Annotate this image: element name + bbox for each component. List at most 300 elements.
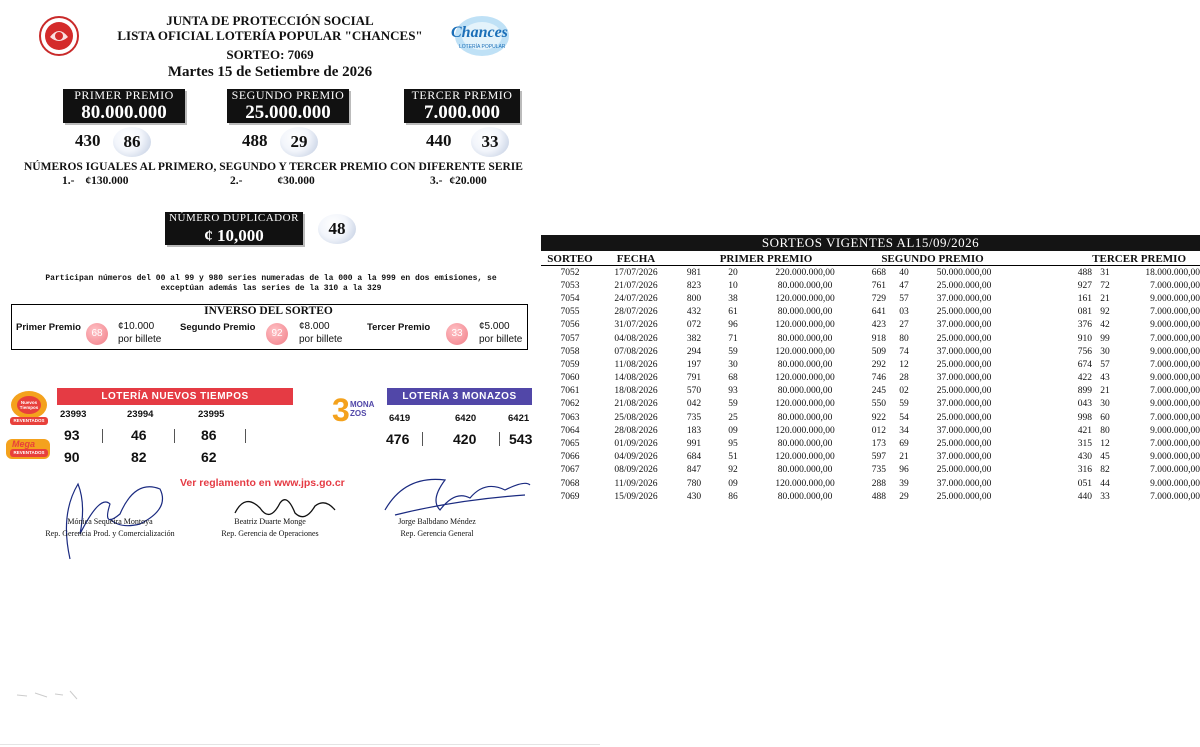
table-row bbox=[541, 437, 1200, 450]
iguales-amount: ¢130.000 bbox=[85, 175, 129, 187]
prize-amount: 25.000.000 bbox=[245, 102, 331, 123]
nt-row2-value-1: 90 bbox=[64, 449, 80, 465]
prize-box-second bbox=[227, 89, 349, 123]
cell-primer-serie: 09 bbox=[728, 478, 738, 489]
list-title: LISTA OFICIAL LOTERÍA POPULAR "CHANCES" bbox=[117, 28, 423, 43]
cell-segundo-numero: 918 bbox=[871, 333, 886, 344]
cell-segundo-monto: 37.000.000,00 bbox=[936, 373, 992, 384]
cell-fecha: 07/08/2026 bbox=[614, 346, 658, 357]
mz-value-2: 420 bbox=[453, 431, 477, 447]
cell-tercer-monto: 7.000.000,00 bbox=[1150, 307, 1200, 318]
cell-primer-serie: 96 bbox=[728, 320, 738, 331]
cell-tercer-numero: 316 bbox=[1077, 465, 1092, 476]
cell-fecha: 25/08/2026 bbox=[614, 412, 658, 423]
cell-tercer-monto: 9.000.000,00 bbox=[1150, 452, 1200, 463]
signature-1-role: Rep. Gerencia Prod. y Comercialización bbox=[45, 529, 175, 538]
cell-sorteo: 7062 bbox=[560, 399, 580, 410]
cell-segundo-serie: 28 bbox=[899, 373, 909, 384]
iguales-title: NÚMEROS IGUALES AL PRIMERO, SEGUNDO Y TERCER PREMIO CON DIFERENTE SERIE bbox=[24, 161, 523, 173]
cell-tercer-numero: 043 bbox=[1077, 399, 1092, 410]
signature-2-role: Rep. Gerencia de Operaciones bbox=[221, 529, 319, 538]
cell-primer-monto: 80.000.000,00 bbox=[777, 412, 833, 423]
cell-primer-numero: 847 bbox=[686, 465, 702, 476]
table-row bbox=[541, 385, 1200, 398]
cell-segundo-monto: 25.000.000,00 bbox=[936, 465, 992, 476]
mz-value-1: 476 bbox=[386, 431, 410, 447]
signature-3-role: Rep. Gerencia General bbox=[400, 529, 474, 538]
second-prize-serie: 29 bbox=[280, 127, 318, 157]
signature-2-name: Beatriz Duarte Monge bbox=[234, 517, 306, 526]
scan-bottom-line bbox=[0, 744, 600, 745]
cell-sorteo: 7066 bbox=[560, 452, 580, 463]
table-row bbox=[541, 345, 1200, 358]
inverso-unit-2: por billete bbox=[299, 334, 343, 345]
inverso-label-1: Primer Premio bbox=[16, 322, 81, 333]
cell-primer-monto: 120.000.000,00 bbox=[775, 320, 835, 331]
nt-row2-value-2: 82 bbox=[131, 449, 147, 465]
cell-tercer-numero: 440 bbox=[1077, 491, 1092, 502]
cell-primer-serie: 59 bbox=[728, 399, 738, 410]
cell-segundo-numero: 488 bbox=[871, 491, 886, 502]
cell-segundo-monto: 37.000.000,00 bbox=[936, 320, 992, 331]
cell-tercer-monto: 7.000.000,00 bbox=[1150, 412, 1200, 423]
cell-tercer-numero: 674 bbox=[1077, 359, 1092, 370]
cell-primer-monto: 120.000.000,00 bbox=[775, 452, 835, 463]
cell-fecha: 11/08/2026 bbox=[614, 359, 658, 370]
cell-segundo-numero: 173 bbox=[871, 439, 886, 450]
cell-fecha: 31/07/2026 bbox=[614, 320, 658, 331]
cell-fecha: 21/07/2026 bbox=[614, 280, 658, 291]
nt-row1-value-2: 46 bbox=[131, 427, 147, 443]
cell-tercer-serie: 21 bbox=[1100, 386, 1110, 397]
cell-tercer-serie: 57 bbox=[1100, 359, 1110, 370]
cell-primer-numero: 735 bbox=[686, 412, 702, 423]
cell-tercer-serie: 92 bbox=[1100, 307, 1110, 318]
inverso-label-3: Tercer Premio bbox=[367, 322, 431, 333]
mz-divider bbox=[422, 432, 423, 446]
cell-tercer-serie: 82 bbox=[1100, 465, 1110, 476]
cell-primer-monto: 80.000.000,00 bbox=[777, 386, 833, 397]
cell-segundo-numero: 292 bbox=[871, 359, 886, 370]
cell-fecha: 14/08/2026 bbox=[614, 373, 658, 384]
cell-sorteo: 7063 bbox=[560, 412, 580, 423]
nt-row1-value-3: 86 bbox=[201, 427, 217, 443]
cell-segundo-serie: 40 bbox=[899, 267, 909, 278]
nuevos-tiempos-logo bbox=[6, 387, 52, 427]
cell-segundo-monto: 25.000.000,00 bbox=[936, 359, 992, 370]
cell-sorteo: 7068 bbox=[560, 478, 580, 489]
cell-fecha: 04/09/2026 bbox=[614, 452, 658, 463]
inverso-ball-2: 92 bbox=[266, 323, 288, 345]
col-sorteo: SORTEO bbox=[541, 252, 599, 266]
inverso-ball-3: 33 bbox=[446, 323, 468, 345]
cell-segundo-serie: 21 bbox=[899, 452, 909, 463]
second-prize-number: 488 bbox=[242, 131, 268, 150]
mz-sorteo-3: 6421 bbox=[508, 413, 530, 424]
nuevos-tiempos-bar: LOTERÍA NUEVOS TIEMPOS bbox=[57, 388, 293, 405]
monazos-logo bbox=[332, 394, 378, 432]
cell-segundo-serie: 59 bbox=[899, 399, 909, 410]
cell-tercer-numero: 910 bbox=[1077, 333, 1092, 344]
table-row bbox=[541, 477, 1200, 490]
mega-logo-text: Mega bbox=[12, 439, 36, 449]
cell-segundo-monto: 37.000.000,00 bbox=[936, 425, 992, 436]
cell-tercer-numero: 488 bbox=[1077, 267, 1092, 278]
cell-tercer-serie: 72 bbox=[1100, 280, 1110, 291]
cell-segundo-numero: 245 bbox=[871, 386, 886, 397]
cell-primer-serie: 25 bbox=[728, 412, 738, 423]
cell-primer-monto: 80.000.000,00 bbox=[777, 333, 833, 344]
cell-primer-serie: 09 bbox=[728, 425, 738, 436]
inverso-amount-2: ¢8.000 bbox=[299, 321, 330, 332]
cell-primer-numero: 294 bbox=[686, 346, 702, 357]
cell-fecha: 08/09/2026 bbox=[614, 465, 658, 476]
inverso-unit-1: por billete bbox=[118, 334, 162, 345]
chances-logo-text: Chances bbox=[451, 24, 508, 41]
cell-primer-monto: 120.000.000,00 bbox=[775, 373, 835, 384]
cell-primer-monto: 80.000.000,00 bbox=[777, 307, 833, 318]
cell-segundo-monto: 25.000.000,00 bbox=[936, 307, 992, 318]
inverso-title: INVERSO DEL SORTEO bbox=[204, 305, 333, 317]
cell-primer-serie: 20 bbox=[728, 267, 738, 278]
iguales-label: 2.- bbox=[230, 175, 243, 187]
chances-logo bbox=[445, 14, 520, 60]
cell-sorteo: 7065 bbox=[560, 439, 580, 450]
first-prize-number: 430 bbox=[75, 131, 101, 150]
cell-tercer-monto: 7.000.000,00 bbox=[1150, 386, 1200, 397]
table-row bbox=[541, 319, 1200, 332]
cell-fecha: 28/08/2026 bbox=[614, 425, 658, 436]
cell-tercer-monto: 7.000.000,00 bbox=[1150, 359, 1200, 370]
third-prize-number: 440 bbox=[426, 131, 452, 150]
table-row bbox=[541, 490, 1200, 503]
cell-tercer-numero: 430 bbox=[1077, 452, 1092, 463]
cell-segundo-serie: 74 bbox=[899, 346, 909, 357]
cell-primer-numero: 072 bbox=[686, 320, 702, 331]
cell-sorteo: 7067 bbox=[560, 465, 580, 476]
cell-primer-monto: 220.000.000,00 bbox=[775, 267, 835, 278]
vigentes-title: SORTEOS VIGENTES AL15/09/2026 bbox=[541, 235, 1200, 251]
cell-segundo-serie: 47 bbox=[899, 280, 909, 291]
monazos-logo-number: 3 bbox=[332, 392, 350, 428]
cell-fecha: 11/09/2026 bbox=[614, 478, 658, 489]
cell-primer-numero: 991 bbox=[686, 439, 702, 450]
cell-primer-numero: 791 bbox=[686, 373, 702, 384]
vigentes-header-row bbox=[541, 252, 1200, 266]
inverso-ball-1: 68 bbox=[86, 323, 108, 345]
cell-tercer-serie: 21 bbox=[1100, 293, 1110, 304]
cell-tercer-numero: 315 bbox=[1077, 439, 1092, 450]
cell-segundo-monto: 50.000.000,00 bbox=[936, 267, 992, 278]
cell-primer-numero: 981 bbox=[686, 267, 702, 278]
cell-segundo-numero: 735 bbox=[871, 465, 886, 476]
cell-tercer-serie: 30 bbox=[1100, 399, 1110, 410]
cell-primer-serie: 59 bbox=[728, 346, 738, 357]
cell-sorteo: 7059 bbox=[560, 359, 580, 370]
cell-tercer-serie: 42 bbox=[1100, 320, 1110, 331]
table-row bbox=[541, 372, 1200, 385]
nt-row1-value-1: 93 bbox=[64, 427, 80, 443]
prize-amount: 7.000.000 bbox=[424, 102, 500, 123]
cell-segundo-monto: 37.000.000,00 bbox=[936, 478, 992, 489]
inverso-unit-3: por billete bbox=[479, 334, 523, 345]
nt-sorteo-2: 23994 bbox=[127, 409, 154, 420]
cell-tercer-serie: 31 bbox=[1100, 267, 1110, 278]
cell-primer-numero: 042 bbox=[686, 399, 702, 410]
cell-primer-monto: 80.000.000,00 bbox=[777, 280, 833, 291]
cell-segundo-monto: 37.000.000,00 bbox=[936, 293, 992, 304]
prize-title: TERCER PREMIO bbox=[411, 88, 513, 102]
table-row bbox=[541, 358, 1200, 371]
nuevos-tiempos-logo-text: Nuevos Tiempos bbox=[19, 400, 39, 410]
cell-fecha: 28/07/2026 bbox=[614, 307, 658, 318]
duplicador-amount: ¢ 10,000 bbox=[204, 226, 264, 245]
iguales-label: 1.- bbox=[62, 175, 75, 187]
cell-sorteo: 7053 bbox=[560, 280, 580, 291]
cell-segundo-numero: 668 bbox=[871, 267, 886, 278]
cell-fecha: 15/09/2026 bbox=[614, 491, 658, 502]
cell-primer-serie: 68 bbox=[728, 373, 738, 384]
table-row bbox=[541, 306, 1200, 319]
cell-tercer-monto: 7.000.000,00 bbox=[1150, 465, 1200, 476]
iguales-item-2 bbox=[230, 175, 315, 187]
cell-primer-numero: 800 bbox=[686, 293, 702, 304]
cell-primer-serie: 51 bbox=[728, 452, 738, 463]
nt-sorteo-3: 23995 bbox=[198, 409, 225, 420]
cell-primer-numero: 570 bbox=[686, 386, 702, 397]
cell-segundo-serie: 80 bbox=[899, 333, 909, 344]
cell-tercer-monto: 9.000.000,00 bbox=[1150, 478, 1200, 489]
cell-primer-monto: 80.000.000,00 bbox=[777, 359, 833, 370]
cell-tercer-numero: 927 bbox=[1077, 280, 1092, 291]
cell-tercer-monto: 9.000.000,00 bbox=[1150, 320, 1200, 331]
cell-tercer-monto: 9.000.000,00 bbox=[1150, 346, 1200, 357]
cell-tercer-serie: 30 bbox=[1100, 346, 1110, 357]
cell-sorteo: 7061 bbox=[560, 386, 580, 397]
mega-logo-sub: REVENTADOS bbox=[13, 450, 45, 455]
cell-tercer-numero: 422 bbox=[1077, 373, 1092, 384]
cell-segundo-numero: 288 bbox=[871, 478, 886, 489]
cell-tercer-monto: 7.000.000,00 bbox=[1150, 333, 1200, 344]
cell-primer-monto: 80.000.000,00 bbox=[777, 491, 833, 502]
cell-segundo-numero: 922 bbox=[871, 412, 886, 423]
cell-primer-numero: 684 bbox=[686, 452, 702, 463]
cell-primer-numero: 780 bbox=[686, 478, 702, 489]
cell-segundo-numero: 746 bbox=[871, 373, 886, 384]
cell-tercer-monto: 7.000.000,00 bbox=[1150, 491, 1200, 502]
cell-tercer-numero: 376 bbox=[1077, 320, 1092, 331]
nt-divider bbox=[174, 429, 175, 443]
cell-tercer-monto: 9.000.000,00 bbox=[1150, 373, 1200, 384]
cell-fecha: 18/08/2026 bbox=[614, 386, 658, 397]
iguales-amount: ¢30.000 bbox=[277, 175, 315, 187]
mz-divider bbox=[499, 432, 500, 446]
first-prize-serie: 86 bbox=[113, 127, 151, 157]
nt-divider bbox=[245, 429, 246, 443]
cell-tercer-serie: 44 bbox=[1100, 478, 1110, 489]
col-primer-premio: PRIMER PREMIO bbox=[673, 252, 859, 266]
cell-tercer-numero: 051 bbox=[1077, 478, 1092, 489]
cell-tercer-serie: 43 bbox=[1100, 373, 1110, 384]
cell-tercer-monto: 9.000.000,00 bbox=[1150, 399, 1200, 410]
cell-sorteo: 7057 bbox=[560, 333, 580, 344]
nuevos-tiempos-logo-sub: REVENTADOS bbox=[13, 418, 45, 423]
cell-segundo-monto: 25.000.000,00 bbox=[936, 333, 992, 344]
cell-segundo-monto: 37.000.000,00 bbox=[936, 346, 992, 357]
table-row bbox=[541, 424, 1200, 437]
cell-primer-serie: 93 bbox=[728, 386, 738, 397]
prize-box-first bbox=[63, 89, 185, 123]
mega-logo bbox=[4, 435, 52, 463]
cell-tercer-serie: 99 bbox=[1100, 333, 1110, 344]
cell-segundo-numero: 641 bbox=[871, 307, 886, 318]
cell-sorteo: 7052 bbox=[560, 267, 580, 278]
jps-logo bbox=[38, 15, 80, 57]
cell-tercer-monto: 18.000.000,00 bbox=[1145, 267, 1200, 278]
cell-tercer-numero: 998 bbox=[1077, 412, 1092, 423]
cell-sorteo: 7064 bbox=[560, 425, 580, 436]
cell-segundo-serie: 02 bbox=[899, 386, 909, 397]
cell-tercer-serie: 45 bbox=[1100, 452, 1110, 463]
cell-tercer-numero: 899 bbox=[1077, 386, 1092, 397]
cell-fecha: 01/09/2026 bbox=[614, 439, 658, 450]
cell-primer-serie: 38 bbox=[728, 293, 738, 304]
cell-tercer-numero: 161 bbox=[1077, 293, 1092, 304]
participan-text: Participan números del 00 al 99 y 980 series numeradas de la 000 a la 999 en dos emisiones, se exceptúan además las series de la 310 a la 329 bbox=[45, 274, 497, 293]
cell-segundo-serie: 69 bbox=[899, 439, 909, 450]
cell-primer-serie: 61 bbox=[728, 307, 738, 318]
scan-artifact bbox=[15, 685, 95, 705]
prize-box-third bbox=[404, 89, 520, 123]
cell-segundo-numero: 509 bbox=[871, 346, 886, 357]
mz-value-3: 543 bbox=[509, 431, 533, 447]
signature-1-name: Mónica Sequeira Montoya bbox=[67, 517, 153, 526]
cell-segundo-serie: 29 bbox=[899, 491, 909, 502]
cell-segundo-serie: 12 bbox=[899, 359, 909, 370]
cell-segundo-serie: 54 bbox=[899, 412, 909, 423]
iguales-amount: ¢20.000 bbox=[449, 175, 487, 187]
cell-primer-numero: 823 bbox=[686, 280, 702, 291]
cell-tercer-monto: 7.000.000,00 bbox=[1150, 439, 1200, 450]
iguales-label: 3.- bbox=[430, 175, 443, 187]
table-row bbox=[541, 292, 1200, 305]
cell-segundo-numero: 761 bbox=[871, 280, 886, 291]
iguales-item-3 bbox=[430, 175, 487, 187]
inverso-amount-3: ¢5.000 bbox=[479, 321, 510, 332]
duplicador-box bbox=[165, 212, 303, 245]
cell-segundo-numero: 012 bbox=[871, 425, 886, 436]
table-row bbox=[541, 332, 1200, 345]
nt-row2-value-3: 62 bbox=[201, 449, 217, 465]
cell-fecha: 17/07/2026 bbox=[614, 267, 658, 278]
cell-primer-monto: 120.000.000,00 bbox=[775, 399, 835, 410]
cell-segundo-monto: 25.000.000,00 bbox=[936, 491, 992, 502]
prize-amount: 80.000.000 bbox=[81, 102, 167, 123]
cell-primer-serie: 10 bbox=[728, 280, 738, 291]
cell-segundo-serie: 27 bbox=[899, 320, 909, 331]
prize-title: PRIMER PREMIO bbox=[74, 88, 174, 102]
monazos-bar: LOTERÍA 3 MONAZOS bbox=[387, 388, 532, 405]
cell-tercer-monto: 9.000.000,00 bbox=[1150, 425, 1200, 436]
cell-sorteo: 7055 bbox=[560, 307, 580, 318]
cell-tercer-serie: 33 bbox=[1100, 491, 1110, 502]
cell-segundo-numero: 423 bbox=[871, 320, 886, 331]
reglamento-link[interactable]: Ver reglamento en www.jps.go.cr bbox=[180, 477, 345, 489]
table-row bbox=[541, 464, 1200, 477]
org-title: JUNTA DE PROTECCIÓN SOCIAL bbox=[166, 13, 374, 28]
cell-tercer-serie: 12 bbox=[1100, 439, 1110, 450]
cell-tercer-numero: 756 bbox=[1077, 346, 1092, 357]
mz-sorteo-1: 6419 bbox=[389, 413, 411, 424]
table-row bbox=[541, 451, 1200, 464]
cell-sorteo: 7069 bbox=[560, 491, 580, 502]
cell-segundo-serie: 03 bbox=[899, 307, 909, 318]
duplicador-title: NÚMERO DUPLICADOR bbox=[169, 212, 299, 224]
cell-primer-monto: 120.000.000,00 bbox=[775, 346, 835, 357]
nt-sorteo-1: 23993 bbox=[60, 409, 87, 420]
cell-sorteo: 7058 bbox=[560, 346, 580, 357]
cell-primer-monto: 120.000.000,00 bbox=[775, 425, 835, 436]
cell-tercer-monto: 9.000.000,00 bbox=[1150, 293, 1200, 304]
cell-primer-serie: 30 bbox=[728, 359, 738, 370]
mz-sorteo-2: 6420 bbox=[455, 413, 477, 424]
inverso-amount-1: ¢10.000 bbox=[118, 321, 155, 332]
cell-tercer-numero: 421 bbox=[1077, 425, 1092, 436]
cell-tercer-numero: 081 bbox=[1077, 307, 1092, 318]
col-tercer-premio: TERCER PREMIO bbox=[1006, 252, 1200, 266]
col-fecha: FECHA bbox=[599, 252, 673, 266]
table-row bbox=[541, 266, 1200, 280]
prize-title: SEGUNDO PREMIO bbox=[231, 88, 345, 102]
cell-primer-serie: 86 bbox=[728, 491, 738, 502]
cell-primer-monto: 80.000.000,00 bbox=[777, 465, 833, 476]
cell-segundo-numero: 729 bbox=[871, 293, 886, 304]
cell-fecha: 04/08/2026 bbox=[614, 333, 658, 344]
cell-primer-serie: 92 bbox=[728, 465, 738, 476]
cell-segundo-serie: 34 bbox=[899, 425, 909, 436]
cell-segundo-serie: 39 bbox=[899, 478, 909, 489]
cell-segundo-monto: 25.000.000,00 bbox=[936, 386, 992, 397]
cell-sorteo: 7054 bbox=[560, 293, 580, 304]
table-row bbox=[541, 411, 1200, 424]
cell-primer-numero: 183 bbox=[686, 425, 702, 436]
cell-segundo-monto: 37.000.000,00 bbox=[936, 452, 992, 463]
cell-primer-numero: 382 bbox=[686, 333, 702, 344]
cell-segundo-monto: 25.000.000,00 bbox=[936, 280, 992, 291]
cell-fecha: 24/07/2026 bbox=[614, 293, 658, 304]
cell-primer-serie: 71 bbox=[728, 333, 738, 344]
cell-fecha: 21/08/2026 bbox=[614, 399, 658, 410]
sorteo-number: 7069 bbox=[287, 47, 314, 62]
cell-primer-monto: 120.000.000,00 bbox=[775, 478, 835, 489]
cell-segundo-monto: 25.000.000,00 bbox=[936, 439, 992, 450]
cell-segundo-monto: 25.000.000,00 bbox=[936, 412, 992, 423]
nt-divider bbox=[102, 429, 103, 443]
cell-primer-numero: 197 bbox=[686, 359, 702, 370]
chances-logo-sub: LOTERÍA POPULAR bbox=[459, 44, 506, 50]
cell-primer-numero: 430 bbox=[686, 491, 702, 502]
cell-sorteo: 7056 bbox=[560, 320, 580, 331]
inverso-label-2: Segundo Premio bbox=[180, 322, 256, 333]
vigentes-table bbox=[541, 252, 1200, 503]
duplicador-number: 48 bbox=[318, 214, 356, 244]
cell-segundo-monto: 37.000.000,00 bbox=[936, 399, 992, 410]
monazos-logo-text: MONAZOS bbox=[350, 400, 375, 418]
cell-tercer-serie: 80 bbox=[1100, 425, 1110, 436]
iguales-item-1 bbox=[62, 175, 128, 187]
signature-3-name: Jorge Balbdano Méndez bbox=[398, 517, 476, 526]
sorteo-line bbox=[130, 47, 410, 62]
